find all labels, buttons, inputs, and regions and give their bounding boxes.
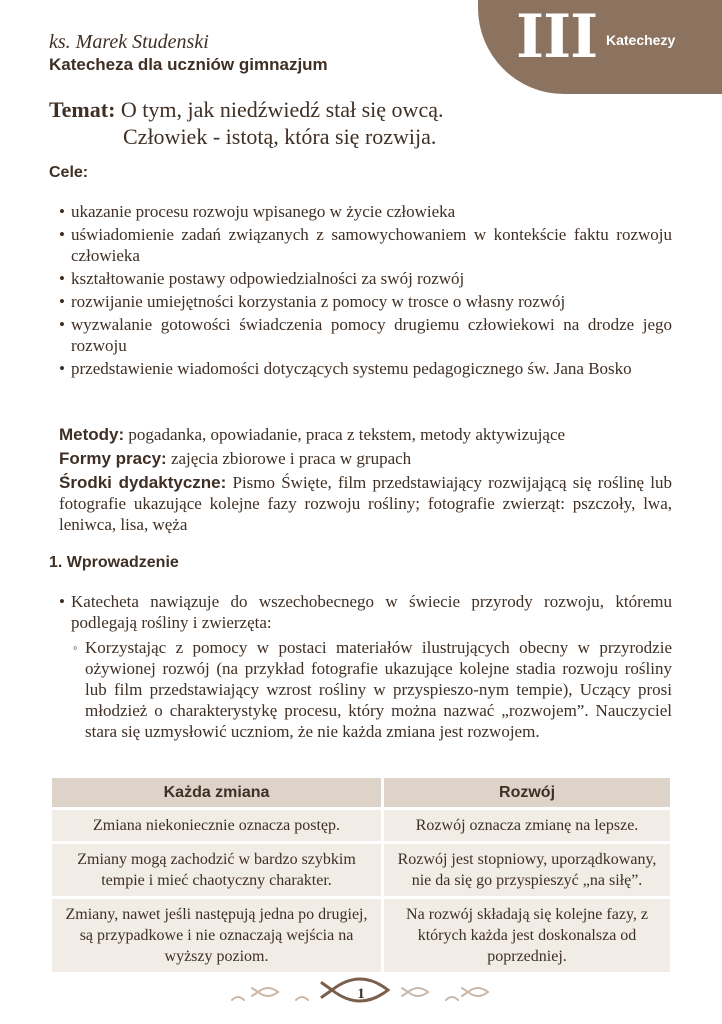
column-header: Rozwój	[384, 778, 670, 807]
list-item: • wyzwalanie gotowości świadczenia pomocy drugiemu człowiekowi na drodze jego rozwoju	[59, 314, 672, 356]
list-item: • uświadomienie zadań związanych z samowychowaniem w kontekście faktu rozwoju człowieka	[59, 224, 672, 266]
table-cell: Rozwój oznacza zmianę na lepsze.	[384, 810, 670, 841]
intro-heading: 1. Wprowadzenie	[49, 554, 179, 571]
means	[59, 472, 672, 535]
goals-heading: Cele:	[49, 164, 89, 181]
subtitle: Katecheza dla uczniów gimnazjum	[49, 55, 328, 74]
list-item: • ukazanie procesu rozwoju wpisanego w życie człowieka	[59, 201, 672, 222]
section-tab	[478, 0, 722, 94]
list-item: • przedstawienie wiadomości dotyczących systemu pedagogicznego św. Jana Bosko	[59, 358, 672, 379]
intro-subitem	[73, 637, 672, 742]
means-label: Środki dydaktyczne:	[59, 473, 227, 492]
goals-list	[59, 201, 672, 381]
section-number: III	[516, 2, 598, 72]
table-cell: Na rozwój składają się kolejne fazy, z których każda jest doskonalsza od poprzedniej.	[384, 899, 670, 972]
table-cell: Rozwój jest stopniowy, uporządkowany, nie da się go przyspieszyć „na siłę”.	[384, 844, 670, 896]
table-cell: Zmiana niekoniecznie oznacza postęp.	[52, 810, 381, 841]
author: ks. Marek Studenski	[49, 31, 209, 53]
list-item: • kształtowanie postawy odpowiedzialności za swój rozwój	[59, 268, 672, 289]
topic-line-2: Człowiek - istotą, która się rozwija.	[123, 124, 437, 149]
table-row	[52, 899, 670, 972]
table-row	[52, 844, 670, 896]
topic-line-1: O tym, jak niedźwiedź stał się owcą.	[115, 97, 444, 122]
page-number: 1	[357, 986, 365, 1002]
list-item: • rozwijanie umiejętności korzystania z pomocy w trosce o własny rozwój	[59, 291, 672, 312]
page-footer	[0, 972, 722, 1012]
means-text: Pismo Święte, film przedstawiający rozwijającą się roślinę lub fotografie ukazujące kolejne fazy rozwoju rośliny; fotografie zwierząt: pszczoły, lwa, leniwca, lisa, węża	[59, 473, 673, 534]
methods-label: Metody:	[59, 425, 125, 444]
intro-list	[59, 591, 672, 635]
topic	[49, 96, 444, 149]
comparison-table	[49, 775, 673, 975]
methods	[59, 424, 672, 445]
column-header: Każda zmiana	[52, 778, 381, 807]
section-title: Katechezy	[606, 32, 676, 48]
table-cell: Zmiany mogą zachodzić w bardzo szybkim tempie i mieć chaotyczny charakter.	[52, 844, 381, 896]
list-item: • Katecheta nawiązuje do wszechobecnego w świecie przyrody rozwoju, któremu podlegają rośliny i zwierzęta:	[59, 591, 672, 633]
topic-label: Temat:	[49, 97, 116, 122]
forms	[59, 448, 672, 469]
table-cell: Zmiany, nawet jeśli następują jedna po drugiej, są przypadkowe i nie oznaczają wejścia na wyższy poziom.	[52, 899, 381, 972]
forms-label: Formy pracy:	[59, 449, 167, 468]
table-row	[52, 810, 670, 841]
circle-bullet-icon: ◦	[73, 640, 78, 655]
forms-text: zajęcia zbiorowe i praca w grupach	[166, 449, 412, 468]
methods-text: pogadanka, opowiadanie, praca z tekstem, metody aktywizujące	[124, 425, 566, 444]
table-header-row	[52, 778, 670, 807]
intro-subitem-text: Korzystając z pomocy w postaci materiałów ilustrujących obecny w przyrodzie ożywionej rozwój (na przykład fotografie ukazujące kolejne stadia rozwoju rośliny lub film przedstawiający wzrost rośliny w przyspieszo-nym tempie), Uczący prosi młodzież o charakterystykę procesu, który można nazwać „rozwojem”. Nauczyciel stara się uzmysłowić uczniom, że nie każda zmiana jest rozwojem.	[85, 638, 672, 741]
